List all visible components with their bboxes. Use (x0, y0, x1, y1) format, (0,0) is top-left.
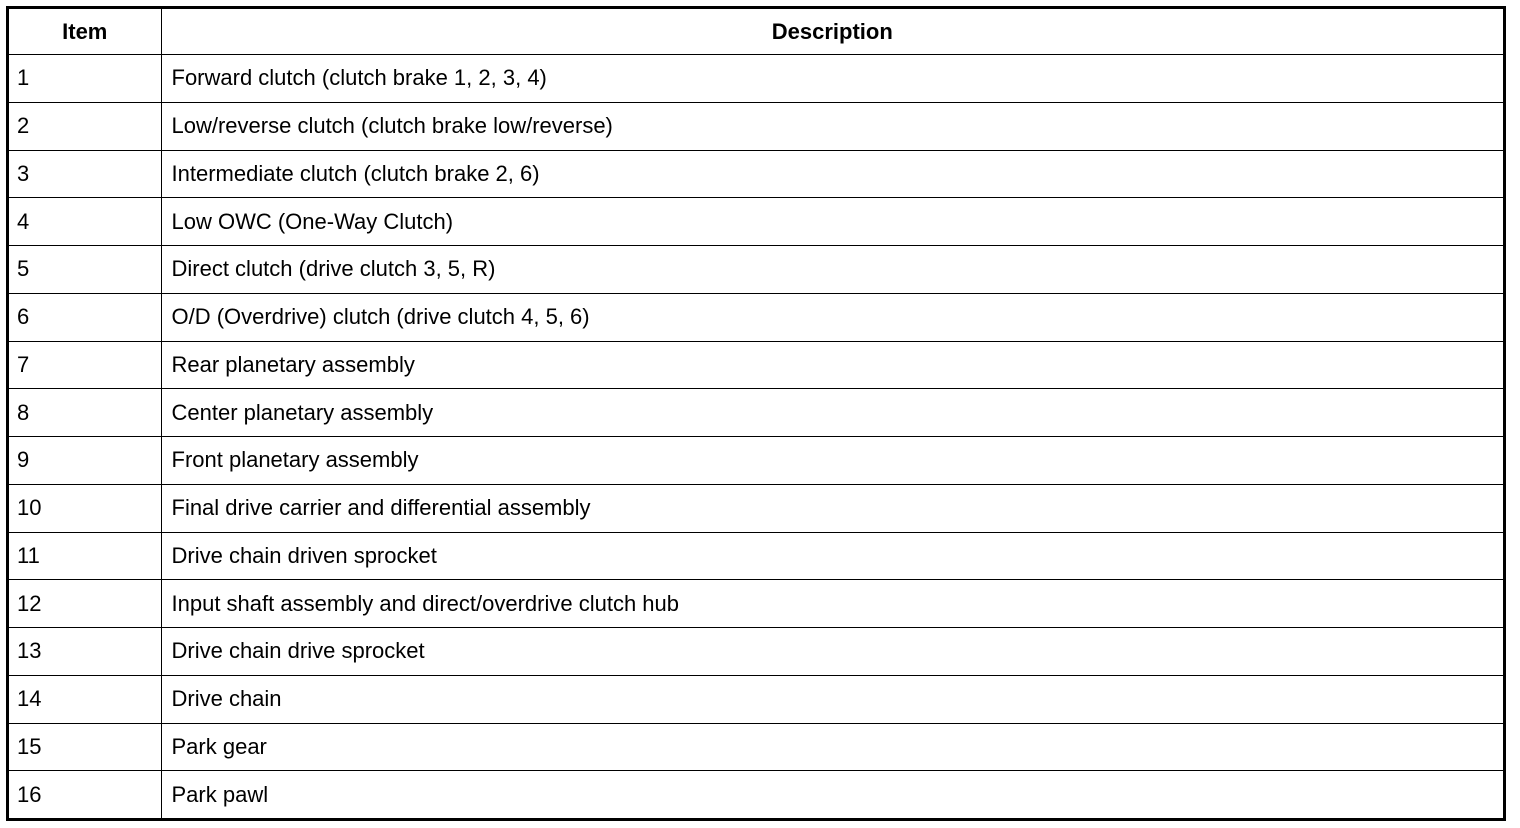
table-row (9, 55, 1503, 103)
parts-table (9, 9, 1503, 818)
item-description: Park pawl (161, 771, 1503, 818)
item-number: 5 (9, 246, 161, 294)
table-row (9, 484, 1503, 532)
item-number: 9 (9, 437, 161, 485)
item-description: Park gear (161, 723, 1503, 771)
item-description: Input shaft assembly and direct/overdrive clutch hub (161, 580, 1503, 628)
table-row (9, 437, 1503, 485)
item-number: 2 (9, 102, 161, 150)
item-description: Direct clutch (drive clutch 3, 5, R) (161, 246, 1503, 294)
table-row (9, 532, 1503, 580)
item-description: Intermediate clutch (clutch brake 2, 6) (161, 150, 1503, 198)
parts-table-frame (6, 6, 1506, 821)
item-description: Forward clutch (clutch brake 1, 2, 3, 4) (161, 55, 1503, 103)
table-row (9, 150, 1503, 198)
header-item: Item (9, 9, 161, 55)
item-description: Drive chain (161, 675, 1503, 723)
item-number: 6 (9, 293, 161, 341)
header-description: Description (161, 9, 1503, 55)
item-description: Low OWC (One-Way Clutch) (161, 198, 1503, 246)
item-number: 7 (9, 341, 161, 389)
item-number: 11 (9, 532, 161, 580)
table-row (9, 198, 1503, 246)
table-row (9, 341, 1503, 389)
table-row (9, 675, 1503, 723)
table-row (9, 246, 1503, 294)
table-row (9, 628, 1503, 676)
item-description: Final drive carrier and differential assembly (161, 484, 1503, 532)
item-description: O/D (Overdrive) clutch (drive clutch 4, 5, 6) (161, 293, 1503, 341)
item-number: 16 (9, 771, 161, 818)
item-description: Drive chain driven sprocket (161, 532, 1503, 580)
item-number: 10 (9, 484, 161, 532)
item-description: Front planetary assembly (161, 437, 1503, 485)
item-number: 1 (9, 55, 161, 103)
table-row (9, 580, 1503, 628)
item-number: 3 (9, 150, 161, 198)
item-description: Rear planetary assembly (161, 341, 1503, 389)
table-header-row (9, 9, 1503, 55)
item-number: 13 (9, 628, 161, 676)
item-number: 12 (9, 580, 161, 628)
item-description: Center planetary assembly (161, 389, 1503, 437)
item-description: Drive chain drive sprocket (161, 628, 1503, 676)
table-row (9, 102, 1503, 150)
table-row (9, 389, 1503, 437)
item-description: Low/reverse clutch (clutch brake low/reverse) (161, 102, 1503, 150)
table-row (9, 771, 1503, 818)
item-number: 15 (9, 723, 161, 771)
item-number: 8 (9, 389, 161, 437)
item-number: 4 (9, 198, 161, 246)
table-row (9, 723, 1503, 771)
table-row (9, 293, 1503, 341)
item-number: 14 (9, 675, 161, 723)
